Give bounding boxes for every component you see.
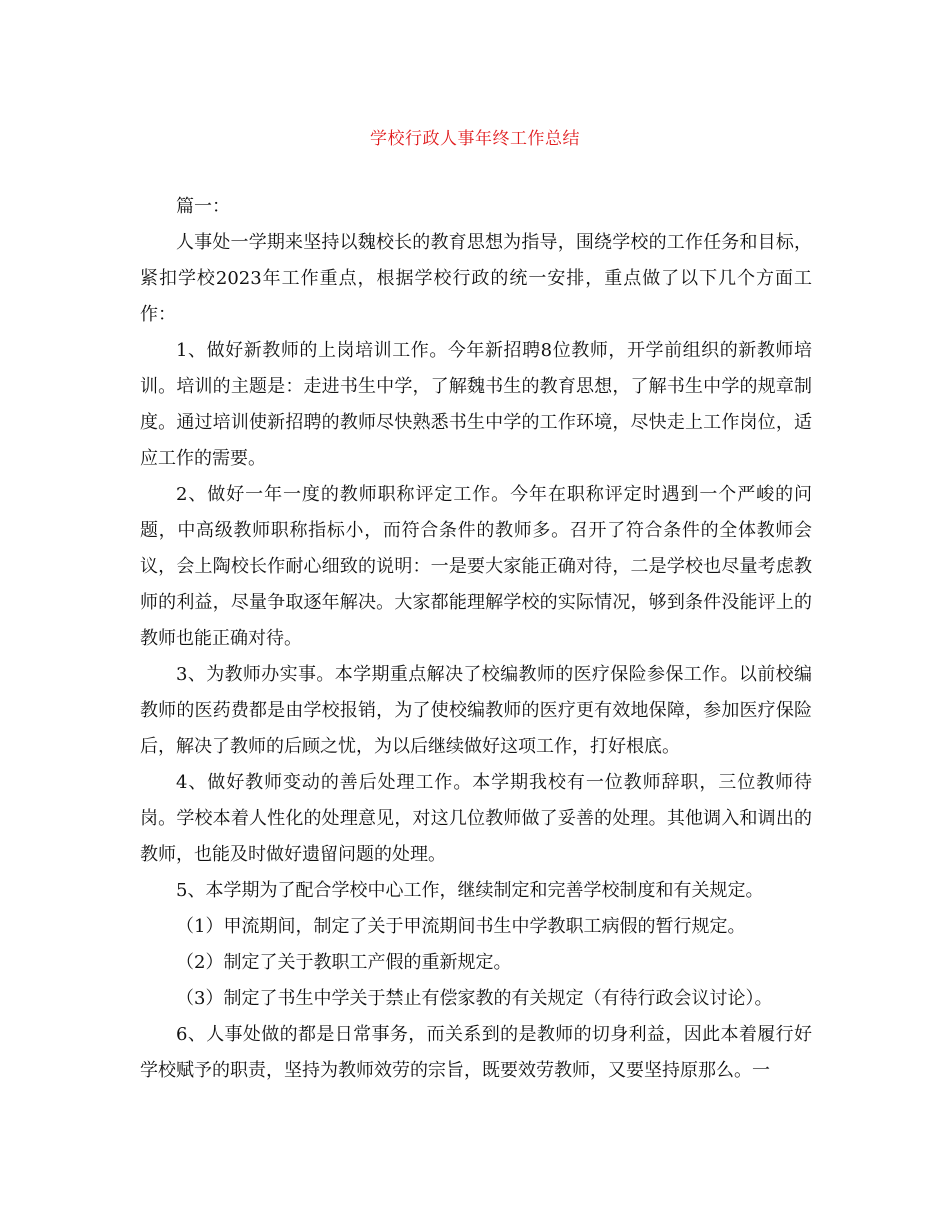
document-title: 学校行政人事年终工作总结 <box>370 129 580 149</box>
section-label: 篇一： <box>176 196 230 217</box>
paragraph-item-5: 5、本学期为了配合学校中心工作，继续制定和完善学校制度和有关规定。 <box>176 880 764 901</box>
document-body <box>140 189 812 1089</box>
paragraph-item-6: 6、人事处做的都是日常事务，而关系到的是教师的切身利益，因此本着履行好学校赋予的职责，坚持为教师效劳的宗旨，既要效劳教师，又要坚持原那么。一 <box>140 1024 812 1081</box>
paragraph-sub-2: （2）制定了关于教职工产假的重新规定。 <box>176 952 512 973</box>
paragraph-sub-1: （1）甲流期间，制定了关于甲流期间书生中学教职工病假的暂行规定。 <box>176 916 746 937</box>
paragraph-item-2: 2、做好一年一度的教师职称评定工作。今年在职称评定时遇到一个严峻的问题，中高级教师职称指标小，而符合条件的教师多。召开了符合条件的全体教师会议，会上陶校长作耐心细致的说明：一是要大家能正确对待，二是学校也尽量考虑教师的利益，尽量争取逐年解决。大家都能理解学校的实际情况，够到条件没能评上的教师也能正确对待。 <box>140 484 812 649</box>
paragraph-item-1: 1、做好新教师的上岗培训工作。今年新招聘8位教师，开学前组织的新教师培训。培训的主题是：走进书生中学，了解魏书生的教育思想，了解书生中学的规章制度。通过培训使新招聘的教师尽快熟悉书生中学的工作环境，尽快走上工作岗位，适应工作的需要。 <box>140 340 812 469</box>
paragraph-item-4: 4、做好教师变动的善后处理工作。本学期我校有一位教师辞职，三位教师待岗。学校本着人性化的处理意见，对这几位教师做了妥善的处理。其他调入和调出的教师，也能及时做好遗留问题的处理。 <box>140 772 812 865</box>
paragraph-sub-3: （3）制定了书生中学关于禁止有偿家教的有关规定（有待行政会议讨论）。 <box>176 988 773 1009</box>
paragraph-item-3: 3、为教师办实事。本学期重点解决了校编教师的医疗保险参保工作。以前校编教师的医药费都是由学校报销，为了使校编教师的医疗更有效地保障，参加医疗保险后，解决了教师的后顾之忧，为以后继续做好这项工作，打好根底。 <box>140 664 812 757</box>
paragraph-intro: 人事处一学期来坚持以魏校长的教育思想为指导，围绕学校的工作任务和目标，紧扣学校2023年工作重点，根据学校行政的统一安排，重点做了以下几个方面工作： <box>140 232 812 325</box>
